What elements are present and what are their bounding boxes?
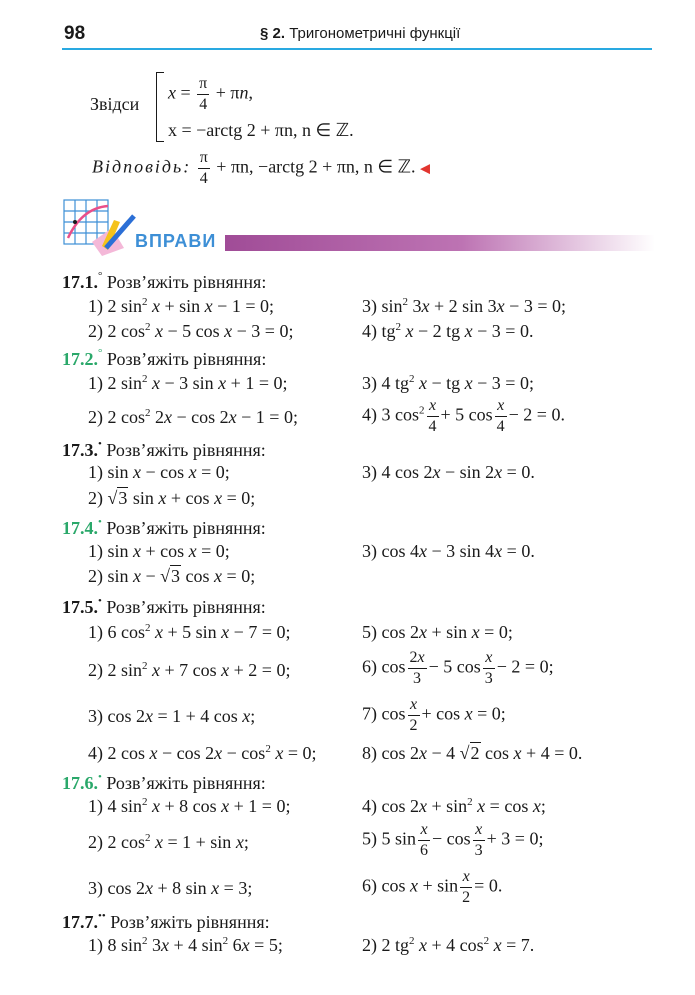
problem-item: 4) $tg^2$ x − 2 tg x − 3 = 0.	[362, 321, 534, 341]
problem-item: 2) sin x − √3 cos x = 0;	[88, 566, 256, 586]
problem-item: 1) 2 $\sin^2 x + \sin x - 1 = 0$;	[88, 296, 274, 316]
problem-item: 1) sin x − cos x = 0;	[88, 462, 230, 482]
problem-item: 3) $\sin^2 3x + 2$ sin 3x − 3 = 0;	[362, 296, 566, 316]
problem-item: 1) 2 $\sin^2 x - 3$ sin x + 1 = 0;	[88, 373, 288, 393]
problem-item: 3) 4 $tg^2$ x − tg x − 3 = 0;	[362, 373, 534, 393]
exercises-title: ВПРАВИ	[135, 231, 217, 251]
problem-item: 2) 2 $\cos^2 x - 5$ cos x − 3 = 0;	[88, 321, 294, 341]
exercises-band	[225, 235, 655, 251]
problem-17-3-heading: 17.3.• Розв’яжіть рівняння:	[62, 438, 266, 460]
problem-item: 2) 2 $tg^2$ x + 4 $\cos^2 x = 7$.	[362, 935, 535, 955]
problem-17-7-heading: 17.7.•• Розв’яжіть рівняння:	[62, 910, 270, 932]
problem-item: 1) 4 $\sin^2 x + 8$ cos x + 1 = 0;	[88, 796, 291, 816]
page-header	[62, 20, 652, 50]
page-number: 98	[64, 23, 86, 44]
problem-17-1-heading: 17.1.° Розв’яжіть рівняння:	[62, 270, 267, 292]
problem-item: 3) 4 cos 2x − sin 2x = 0.	[362, 462, 535, 482]
problem-item: 2) 2 $\cos^2 x = 1 + \sin x$;	[88, 832, 249, 852]
answer: Відповідь: $\frac{\pi}{4}$ + πn, −arctg 2 + πn, n ∈ ℤ. ◀	[92, 149, 430, 187]
exercises-icon	[62, 198, 140, 260]
problem-item: 3) cos 4x − 3 sin 4x = 0.	[362, 541, 535, 561]
problem-item: 7) cos $\frac{x}{2}$ + cos x = 0;	[362, 696, 506, 734]
chapter-title: § 2. Тригонометричні функції	[260, 25, 461, 42]
problem-17-5-heading: 17.5.• Розв’яжіть рівняння:	[62, 595, 266, 617]
problem-item: 1) sin x + cos x = 0;	[88, 541, 230, 561]
system-bracket	[156, 72, 164, 142]
solution-intro: Звідси	[90, 94, 140, 114]
problem-item: 4) 3 $\cos^2$ $\frac{x}{4}$ + 5 cos $\frac{x}{4}$ − 2 = 0.	[362, 397, 565, 435]
problem-item: 2) 2 $\sin^2 x + 7$ cos x + 2 = 0;	[88, 660, 291, 680]
end-mark: ◀	[419, 160, 430, 176]
problem-item: 2) √3 sin x + cos x = 0;	[88, 488, 256, 508]
system-line-1: x = $\frac{\pi}{4}$ + πn,	[168, 75, 253, 113]
problem-item: 1) 6 $\cos^2 x + 5$ sin x − 7 = 0;	[88, 622, 291, 642]
problem-item: 8) cos 2x − 4 √2 cos x + 4 = 0.	[362, 743, 583, 763]
problem-17-2-heading: 17.2.° Розв’яжіть рівняння:	[62, 347, 267, 369]
problem-item: 6) cos x + sin $\frac{x}{2}$ = 0.	[362, 868, 503, 906]
problem-item: 3) cos 2x + 8 sin x = 3;	[88, 878, 253, 898]
problem-item: 1) 8 $\sin^2 3x + 4$ $\sin^2 6x = 5$;	[88, 935, 283, 955]
problem-17-4-heading: 17.4.• Розв’яжіть рівняння:	[62, 516, 266, 538]
system-line-2: x = −arctg 2 + πn, n ∈ ℤ.	[168, 120, 354, 140]
problem-item: 2) 2 $\cos^2 2x - \cos 2x - 1 = 0$;	[88, 407, 298, 427]
problem-item: 3) cos 2x = 1 + 4 cos x;	[88, 706, 256, 726]
problem-item: 5) cos 2x + sin x = 0;	[362, 622, 513, 642]
problem-item: 6) cos $\frac{2x}{3}$ − 5 cos $\frac{x}{3}$ − 2 = 0;	[362, 649, 554, 687]
problem-item: 4) 2 $\cos x - \cos 2x - \cos^2 x = 0$;	[88, 743, 317, 763]
problem-item: 5) 5 sin $\frac{x}{6}$ − cos $\frac{x}{3}$ + 3 = 0;	[362, 821, 544, 859]
problem-item: 4) $\cos 2x + \sin^2 x = \cos x$;	[362, 796, 546, 816]
problem-17-6-heading: 17.6.• Розв’яжіть рівняння:	[62, 771, 266, 793]
